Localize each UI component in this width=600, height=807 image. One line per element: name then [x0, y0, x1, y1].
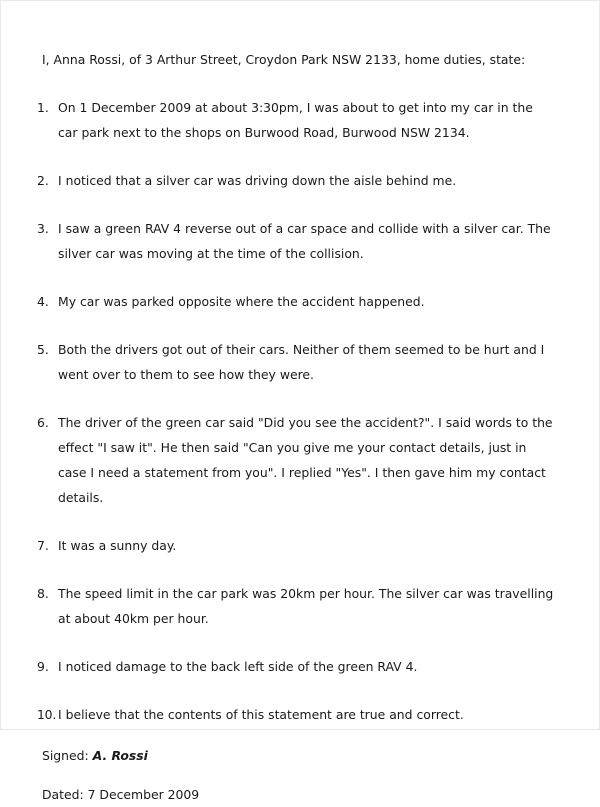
clause-number: 2. [37, 173, 49, 188]
signed-line [42, 743, 554, 768]
clause-item [37, 654, 554, 679]
clause-text: Both the drivers got out of their cars. Neither of them seemed to be hurt and I went over to them to see how they were. [58, 342, 545, 382]
clause-number: 4. [37, 294, 49, 309]
clause-number: 3. [37, 221, 49, 236]
clause-item [37, 410, 554, 510]
clause-text: The speed limit in the car park was 20km per hour. The silver car was travelling at about 40km per hour. [58, 586, 554, 626]
clause-number: 1. [37, 100, 49, 115]
clause-number: 9. [37, 659, 49, 674]
clause-number: 10. [37, 707, 57, 722]
clause-text: It was a sunny day. [58, 538, 177, 553]
clause-item [37, 533, 554, 558]
signature-block [37, 743, 554, 807]
signature-name: A. Rossi [92, 748, 148, 763]
clause-item [37, 216, 554, 266]
clause-item [37, 581, 554, 631]
statement-intro-line: I, Anna Rossi, of 3 Arthur Street, Croydon Park NSW 2133, home duties, state: [42, 52, 526, 67]
clause-text: On 1 December 2009 at about 3:30pm, I was about to get into my car in the car park next to the shops on Burwood Road, Burwood NSW 2134. [58, 100, 533, 140]
clause-text: I believe that the contents of this statement are true and correct. [58, 707, 464, 722]
clause-text: The driver of the green car said "Did you see the accident?". I said words to the effect "I saw it". He then said "Can you give me your contact details, just in case I need a statement from you". I replied "Yes". I then gave him my contact details. [58, 415, 553, 505]
signed-label: Signed: [42, 748, 89, 763]
clause-item [37, 168, 554, 193]
clause-item [37, 289, 554, 314]
statement-clause-list [37, 95, 554, 727]
clause-text: I noticed that a silver car was driving down the aisle behind me. [58, 173, 457, 188]
clause-text: My car was parked opposite where the accident happened. [58, 294, 425, 309]
clause-item [37, 95, 554, 145]
clause-number: 7. [37, 538, 49, 553]
clause-text: I saw a green RAV 4 reverse out of a car space and collide with a silver car. The silver car was moving at the time of the collision. [58, 221, 551, 261]
clause-number: 5. [37, 342, 49, 357]
clause-number: 6. [37, 415, 49, 430]
clause-item [37, 337, 554, 387]
clause-text: I noticed damage to the back left side of the green RAV 4. [58, 659, 418, 674]
clause-number: 8. [37, 586, 49, 601]
dated-line: Dated: 7 December 2009 [42, 787, 200, 802]
clause-item [37, 702, 554, 727]
